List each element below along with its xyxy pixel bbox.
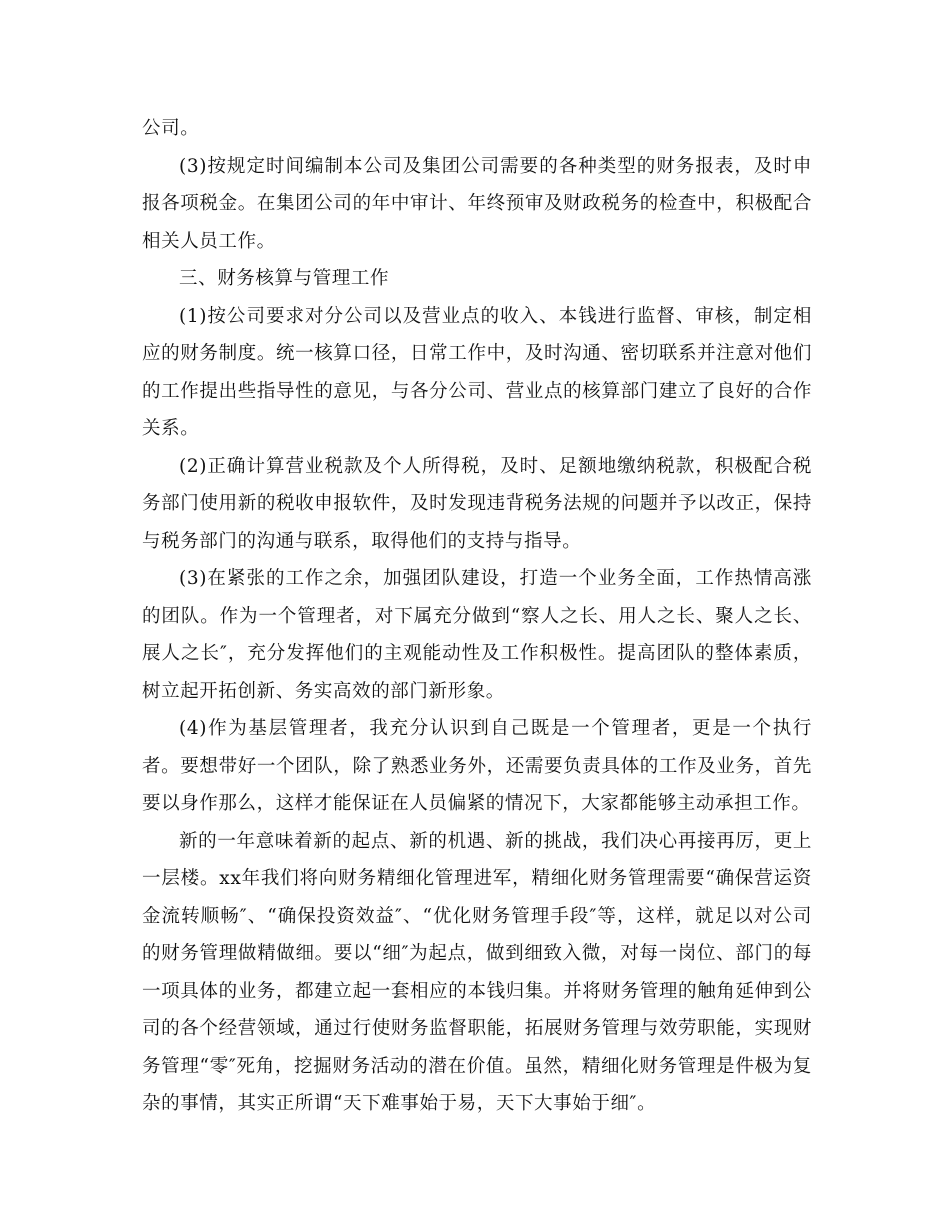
document-body (142, 110, 812, 1123)
paragraph-new-year: 新的一年意味着新的起点、新的机遇、新的挑战，我们决心再接再厉，更上一层楼。xx年我们将向财务精细化管理进军，精细化财务管理需要“确保营运资金流转顺畅″、“确保投资效益″、“优化财务管理手段″等，这样，就足以对公司的财务管理做精做细。要以“细″为起点，做到细致入微，对每一岗位、部门的每一项具体的业务，都建立起一套相应的本钱归集。并将财务管理的触角延伸到公司的各个经营领域，通过行使财务监督职能，拓展财务管理与效劳职能，实现财务管理“零″死角，挖掘财务活动的潜在价值。虽然，精细化财务管理是件极为复杂的事情，其实正所谓“天下难事始于易，天下大事始于细″。 (142, 830, 812, 1114)
paragraph-manager-role: (4)作为基层管理者，我充分认识到自己既是一个管理者，更是一个执行者。要想带好一个团队，除了熟悉业务外，还需要负责具体的工作及业务，首先要以身作那么，这样才能保证在人员偏紧的情况下，大家都能够主动承担工作。 (142, 718, 812, 814)
section-heading: 三、财务核算与管理工作 (179, 268, 390, 289)
paragraph-continuation: 公司。 (142, 118, 200, 139)
paragraph-team-building: (3)在紧张的工作之余，加强团队建设，打造一个业务全面，工作热情高涨的团队。作为一个管理者，对下属充分做到“察人之长、用人之长、聚人之长、展人之长″，充分发挥他们的主观能动性及工作积极性。提高团队的整体素质，树立起开拓创新、务实高效的部门新形象。 (142, 568, 812, 702)
paragraph-supervision: (1)按公司要求对分公司以及营业点的收入、本钱进行监督、审核，制定相应的财务制度。统一核算口径，日常工作中，及时沟通、密切联系并注意对他们的工作提出些指导性的意见，与各分公司、营业点的核算部门建立了良好的合作关系。 (142, 305, 812, 439)
paragraph-tax: (2)正确计算营业税款及个人所得税，及时、足额地缴纳税款，积极配合税务部门使用新的税收申报软件，及时发现违背税务法规的问题并予以改正，保持与税务部门的沟通与联系，取得他们的支持与指导。 (142, 455, 812, 552)
paragraph-financial-reports: (3)按规定时间编制本公司及集团公司需要的各种类型的财务报表，及时申报各项税金。在集团公司的年中审计、年终预审及财政税务的检查中，积极配合相关人员工作。 (142, 155, 812, 252)
